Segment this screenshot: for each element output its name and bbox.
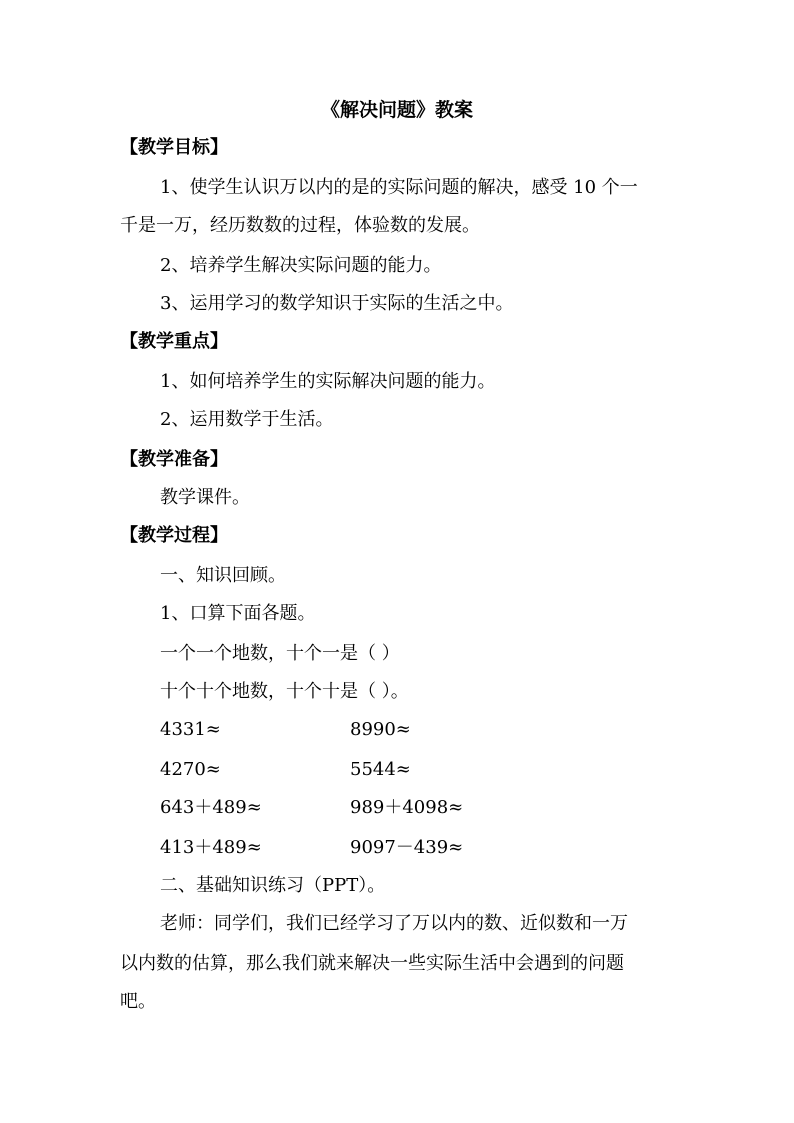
process-step-1: 一、知识回顾。 [160,565,286,586]
goal-item-2: 2、培养学生解决实际问题的能力。 [160,255,442,276]
teacher-speech-line-2: 以内数的估算，那么我们就来解决一些实际生活中会遇到的问题 [120,953,624,974]
process-step-2: 二、基础知识练习（PPT）。 [160,875,386,896]
teacher-speech-line-3: 吧。 [120,991,156,1012]
estimate-left-1: 4331≈ [160,719,221,740]
goal-item-3: 3、运用学习的数学知识于实际的生活之中。 [160,293,514,314]
heading-key-points: 【教学重点】 [120,331,228,352]
estimate-left-2: 4270≈ [160,759,221,780]
goal-item-1-line-2: 千是一万，经历数数的过程，体验数的发展。 [120,215,480,236]
estimate-left-3: 643＋489≈ [160,797,262,818]
estimate-right-1: 8990≈ [350,719,411,740]
teacher-speech-line-1: 老师：同学们，我们已经学习了万以内的数、近似数和一万 [160,913,628,934]
estimate-right-2: 5544≈ [350,759,411,780]
estimate-right-4: 9097－439≈ [350,837,464,858]
process-sub-1: 1、口算下面各题。 [160,603,316,624]
document-title: 《解决问题》教案 [320,99,473,121]
key-point-1: 1、如何培养学生的实际解决问题的能力。 [160,371,496,392]
preparation-text: 教学课件。 [160,487,250,508]
key-point-2: 2、运用数学于生活。 [160,409,334,430]
heading-preparation: 【教学准备】 [120,449,228,470]
estimate-right-3: 989＋4098≈ [350,797,464,818]
goal-item-1-line-1: 1、使学生认识万以内的是的实际问题的解决，感受 10 个一 [160,177,638,198]
estimate-left-4: 413＋489≈ [160,837,262,858]
heading-teaching-goals: 【教学目标】 [120,137,228,158]
heading-teaching-process: 【教学过程】 [120,525,228,546]
oral-question-1: 一个一个地数，十个一是（ ） [160,643,400,664]
oral-question-2: 十个十个地数，十个十是（ ）。 [160,681,409,702]
